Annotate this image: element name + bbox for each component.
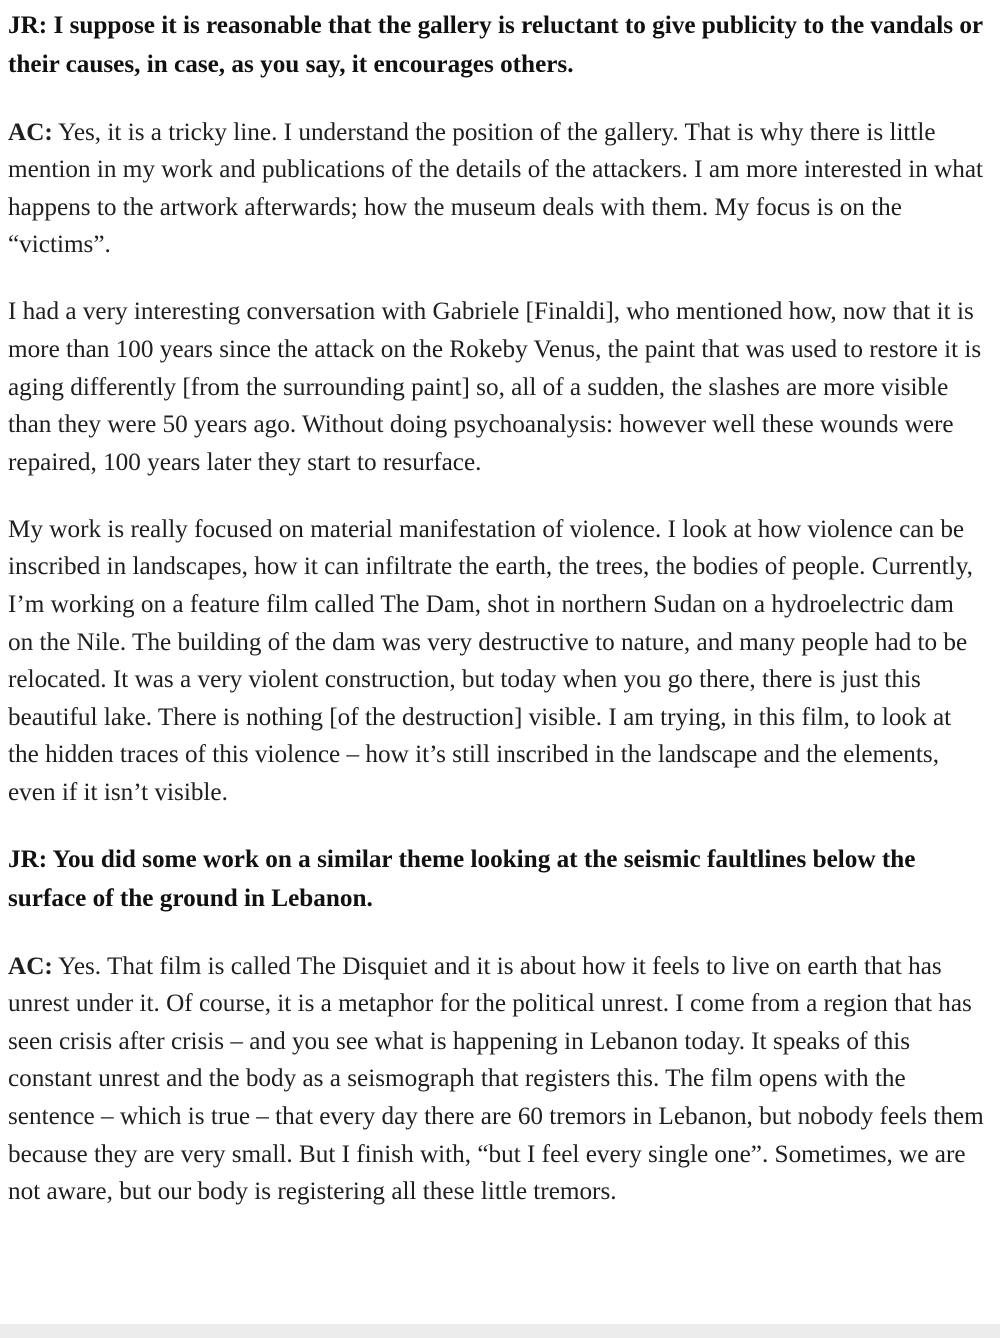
answer-text: Yes, it is a tricky line. I understand the position of the gallery. That is why there is little mention in my work and publications of the details of the attackers. I am more interested in what happens to the artwork afterwards; how the museum deals with them. My focus is on the “victims”. bbox=[8, 118, 984, 259]
speaker-label: JR: bbox=[8, 12, 48, 39]
question-text: You did some work on a similar theme looking at the seismic faultlines below the surface of the ground in Lebanon. bbox=[8, 846, 916, 912]
speaker-label: JR: bbox=[8, 846, 48, 874]
question-text: I suppose it is reasonable that the gallery is reluctant to give publicity to the vandals or their causes, in case, as you say, it encourages others. bbox=[8, 12, 983, 78]
question-1 bbox=[8, 7, 984, 84]
answer-1 bbox=[8, 114, 984, 264]
paragraph-rokeby-venus: I had a very interesting conversation with Gabriele [Finaldi], who mentioned how, now that it is more than 100 years since the attack on the Rokeby Venus, the paint that was used to restore it is aging differently [from the surrounding paint] so, all of a sudden, the slashes are more visible than they were 50 years ago. Without doing psychoanalysis: however well these wounds were repaired, 100 years later they start to resurface. bbox=[8, 298, 982, 476]
question-2 bbox=[8, 841, 984, 918]
answer-text: Yes. That film is called The Disquiet and it is about how it feels to live on earth that has unrest under it. Of course, it is a metaphor for the political unrest. I come from a region that has seen crisis after crisis – and you see what is happening in Lebanon today. It speaks of this constant unrest and the body as a seismograph that registers this. The film opens with the sentence – which is true – that every day there are 60 tremors in Lebanon, but nobody feels them because they are very small. But I finish with, “but I feel every single one”. Sometimes, we are not aware, but our body is registering all these little tremors. bbox=[8, 952, 984, 1206]
bottom-edge-shade bbox=[0, 1324, 1000, 1338]
speaker-label: AC: bbox=[8, 118, 53, 146]
answer-2 bbox=[8, 948, 984, 1211]
speaker-label: AC: bbox=[8, 952, 53, 980]
paragraph-the-dam: My work is really focused on material manifestation of violence. I look at how violence can be inscribed in landscapes, how it can infiltrate the earth, the trees, the bodies of people. Currently, I’m working on a feature film called The Dam, shot in northern Sudan on a hydroelectric dam on the Nile. The building of the dam was very destructive to nature, and many people had to be relocated. It was a very violent construction, but today when you go there, there is just this beautiful lake. There is nothing [of the destruction] visible. I am trying, in this film, to look at the hidden traces of this violence – how it’s still inscribed in the landscape and the elements, even if it isn’t visible. bbox=[8, 515, 973, 806]
